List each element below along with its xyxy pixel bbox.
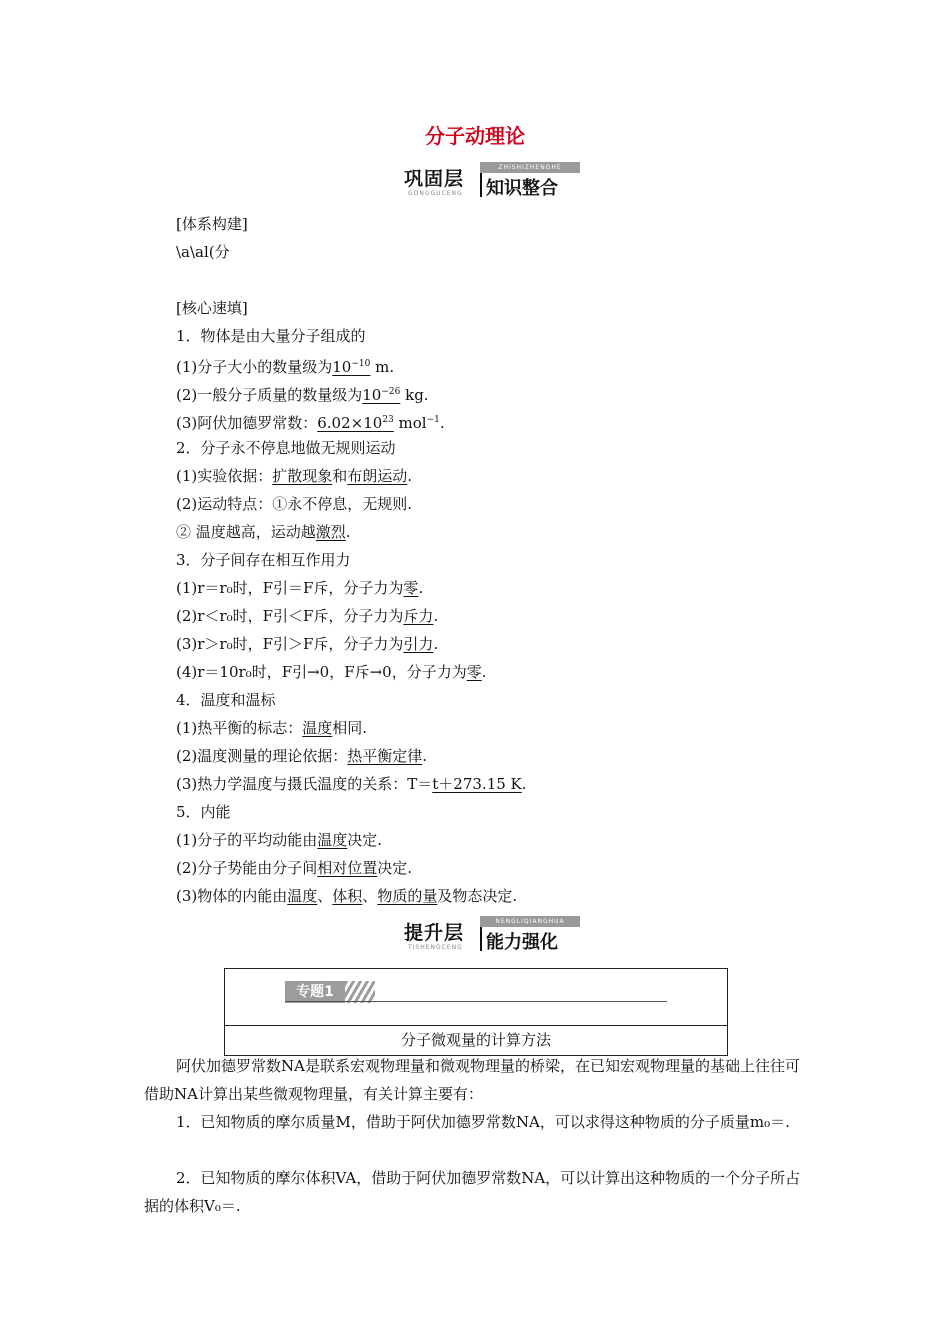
- garbled-text: \a\al(分: [176, 243, 230, 261]
- item-1-3: (3)阿伏加德罗常数：$6.02\times 10^{23}$ mol$^{-1}$.: [176, 414, 445, 432]
- item-5-3: (3)物体的内能由温度、体积、物质的量及物态决定.: [176, 887, 518, 905]
- item-1-2: (2)一般分子质量的数量级为$10^{-26}$ kg.: [176, 386, 429, 404]
- answer: 扩散现象: [272, 467, 333, 485]
- page-title: 分子动理论: [425, 124, 525, 148]
- topic-caption: 分子微观量的计算方法: [400, 1031, 551, 1049]
- item-2-3: ② 温度越高，运动越激烈.: [176, 523, 351, 541]
- banner-divider: [480, 927, 482, 951]
- banner-right-label: 能力强化: [486, 932, 558, 953]
- answer: t＋273.15 K: [432, 775, 522, 793]
- answer: 引力: [403, 635, 434, 653]
- banner-pinyin-small: GONGGUCENG: [408, 190, 463, 197]
- banner-right-label: 知识整合: [486, 178, 558, 199]
- section-banner-enhance: [404, 916, 580, 952]
- item-3-1: (1)r＝r₀时，F引＝F斥，分子力为零.: [176, 579, 424, 597]
- topic-rule: [285, 1001, 667, 1002]
- answer: 零: [403, 579, 419, 597]
- answer: 热平衡定律: [347, 747, 423, 765]
- banner-left-label: 提升层: [404, 922, 465, 944]
- answer: $10^{-26}$: [362, 386, 401, 404]
- banner-pinyin-bar: NENGLIQIANGHUA: [480, 916, 580, 927]
- item-2-1: (1)实验依据：扩散现象和布朗运动.: [176, 467, 413, 485]
- item-5-1: (1)分子的平均动能由温度决定.: [176, 831, 383, 849]
- paragraph-molar-mass: 1．已知物质的摩尔质量M，借助于阿伏加德罗常数NA，可以求得这种物质的分子质量m₀＝.: [176, 1113, 790, 1131]
- answer: 布朗运动: [347, 467, 408, 485]
- core-heading: [核心速填]: [176, 299, 248, 317]
- answer: 激烈: [315, 523, 346, 541]
- item-4-3: (3)热力学温度与摄氏温度的关系：T＝t＋273.15 K.: [176, 775, 527, 793]
- answer: 温度: [287, 887, 318, 905]
- banner-left-label: 巩固层: [404, 168, 465, 190]
- topic-label: 专题1: [285, 981, 345, 1003]
- banner-pinyin-small: TISHENGCENG: [408, 944, 463, 951]
- item-2-2: (2)运动特点：①永不停息，无规则.: [176, 495, 413, 513]
- answer: $6.02\times 10^{23}$: [317, 414, 394, 432]
- item-4-1: (1)热平衡的标志：温度相同.: [176, 719, 368, 737]
- paragraph-molar-volume: 2．已知物质的摩尔体积VA，借助于阿伏加德罗常数NA，可以计算出这种物质的一个分子所占据的体积V₀＝.: [144, 1169, 801, 1215]
- item-3-4: (4)r＝10r₀时，F引→0，F斥→0，分子力为零.: [176, 663, 487, 681]
- answer: 温度: [317, 831, 348, 849]
- item-2-heading: 2．分子永不停息地做无规则运动: [176, 439, 396, 457]
- item-1-heading: 1．物体是由大量分子组成的: [176, 327, 366, 345]
- item-5-heading: 5．内能: [176, 803, 231, 821]
- item-3-heading: 3．分子间存在相互作用力: [176, 551, 351, 569]
- system-build-heading: [体系构建]: [176, 215, 248, 233]
- item-1-1: (1)分子大小的数量级为$10^{-10}$ m.: [176, 358, 395, 376]
- item-3-2: (2)r＜r₀时，F引＜F斥，分子力为斥力.: [176, 607, 439, 625]
- topic-box: [224, 968, 728, 1056]
- answer: 零: [466, 663, 482, 681]
- section-banner-consolidate: [404, 162, 580, 198]
- answer: 温度: [302, 719, 333, 737]
- answer: $10^{-10}$: [332, 358, 371, 376]
- item-5-2: (2)分子势能由分子间相对位置决定.: [176, 859, 413, 877]
- banner-divider: [480, 173, 482, 197]
- paragraph-intro: 阿伏加德罗常数NA是联系宏观物理量和微观物理量的桥梁，在已知宏观物理量的基础上往往可借助NA计算出某些微观物理量，有关计算主要有：: [144, 1057, 800, 1103]
- answer: 相对位置: [317, 859, 378, 877]
- answer: 体积: [332, 887, 363, 905]
- answer: 斥力: [403, 607, 434, 625]
- answer: 物质的量: [377, 887, 438, 905]
- topic-stripes: [345, 981, 375, 1003]
- item-4-heading: 4．温度和温标: [176, 691, 276, 709]
- banner-pinyin-bar: ZHISHIZHENGHE: [480, 162, 580, 173]
- item-4-2: (2)温度测量的理论依据：热平衡定律.: [176, 747, 428, 765]
- item-3-3: (3)r＞r₀时，F引＞F斥，分子力为引力.: [176, 635, 439, 653]
